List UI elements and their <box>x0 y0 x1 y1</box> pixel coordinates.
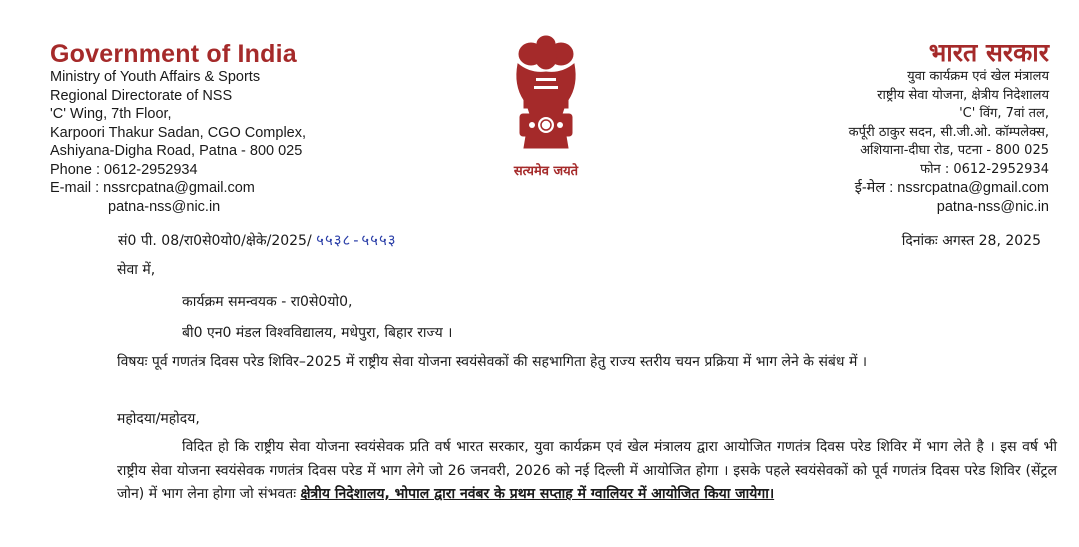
emblem-motto: सत्यमेव जयते <box>513 164 579 179</box>
address-wing-en: 'C' Wing, 7th Floor, <box>50 106 172 122</box>
paragraph-text: विदित हो कि राष्ट्रीय सेवा योजना स्वयंसेवक प्रति वर्ष भारत सरकार, युवा कार्यक्रम एवं खेल मंत्रालय द्वारा आयोजित गणतंत्र दिवस परेड शिविर में भाग लेते है । इस वर्ष भी राष्ट्रीय सेवा योजना स्वयंसेवक गणतंत्र दिवस परेड में भाग लेगे जो 26 जनवरी, 2026 को नई दिल्ली में आयोजित होगा । इसके पहले स्वयंसेवकों को पूर्व गणतंत्र दिवस परेड शिविर (सेंट्रल जोन) में भाग लेना होगा जो संभवतः <box>117 439 1057 502</box>
ministry-name-en: Ministry of Youth Affairs & Sports <box>50 69 261 85</box>
phone-hi: फोन : 0612-2952934 <box>920 161 1049 177</box>
national-emblem <box>496 30 596 180</box>
lion-capital-icon <box>496 30 596 160</box>
email2-hi[interactable]: patna-nss@nic.in <box>936 198 1049 215</box>
reference-number <box>118 230 397 250</box>
letterhead-hindi <box>719 38 1049 216</box>
address-building-hi: कर्पूरी ठाकुर सदन, सी.जी.ओ. कॉम्पलेक्स, <box>848 124 1049 140</box>
reference-number-printed: सं0 पी. 08/रा0से0यो0/क्षेके/2025/ <box>118 233 312 249</box>
letterhead-english <box>50 40 380 216</box>
address-wing-hi: 'C' विंग, 7वां तल, <box>959 106 1049 121</box>
address-road-en: Ashiyana-Digha Road, Patna - 800 025 <box>50 143 303 159</box>
directorate-name-en: Regional Directorate of NSS <box>50 87 233 104</box>
addressee-line-2: बी0 एन0 मंडल विश्वविद्यालय, मधेपुरा, बिहार राज्य । <box>182 325 453 341</box>
directorate-name-hi: राष्ट्रीय सेवा योजना, क्षेत्रीय निदेशालय <box>877 87 1049 103</box>
letter-date: दिनांकः अगस्त 28, 2025 <box>901 233 1041 249</box>
reference-number-handwritten: ५५३८-५५५३ <box>316 231 397 249</box>
letter-subject: विषयः पूर्व गणतंत्र दिवस परेड शिविर–2025 में राष्ट्रीय सेवा योजना स्वयंसेवकों की सहभागिता हेतु राज्य स्तरीय चयन प्रक्रिया में भाग लेने के संबंध में । <box>117 354 868 370</box>
email-en[interactable]: E-mail : nssrcpatna@gmail.com <box>50 180 255 196</box>
addressee-line-1: कार्यक्रम समन्वयक - रा0से0यो0, <box>182 294 353 310</box>
letterhead-title-hi: भारत सरकार <box>928 38 1049 67</box>
address-road-hi: अशियाना-दीघा रोड, पटना - 800 025 <box>860 143 1049 158</box>
email-hi[interactable]: ई-मेल : nssrcpatna@gmail.com <box>854 180 1049 196</box>
email2-en[interactable]: patna-nss@nic.in <box>108 198 221 215</box>
letterhead-title-en: Government of India <box>50 40 297 68</box>
paragraph-emphasis: क्षेत्रीय निदेशालय, भोपाल द्वारा नवंबर के प्रथम सप्ताह में ग्वालियर में आयोजित किया जायेगा। <box>300 486 775 502</box>
ministry-name-hi: युवा कार्यक्रम एवं खेल मंत्रालय <box>907 69 1049 84</box>
salutation: महोदया/महोदय, <box>117 411 200 427</box>
address-building-en: Karpoori Thakur Sadan, CGO Complex, <box>50 124 307 141</box>
recipient-greeting: सेवा में, <box>117 262 156 278</box>
phone-en: Phone : 0612-2952934 <box>50 161 198 178</box>
body-paragraph-1 <box>117 436 1057 507</box>
